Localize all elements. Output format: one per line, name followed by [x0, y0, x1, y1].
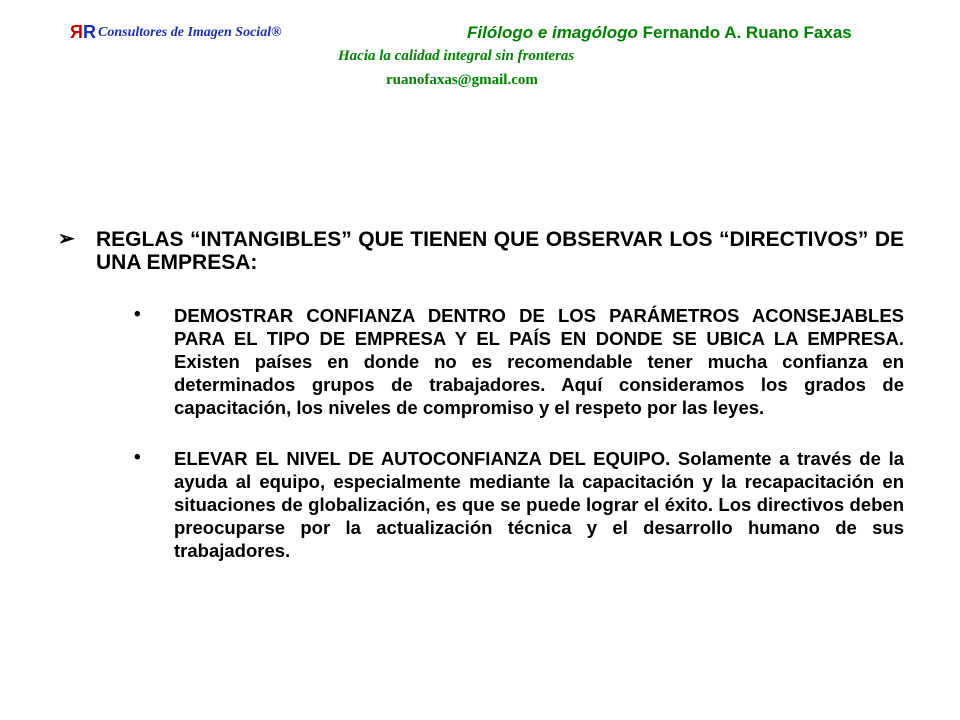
- list-item: [58, 304, 908, 419]
- slide-heading: REGLAS “INTANGIBLES” QUE TIENEN QUE OBSERVAR LOS “DIRECTIVOS” DE UNA EMPRESA:: [96, 228, 904, 274]
- logo-letter-reversed-r: Я: [70, 22, 83, 42]
- bullet-dot-icon: •: [134, 304, 141, 325]
- bullet-dot-icon: •: [134, 447, 141, 468]
- author-role: Filólogo e imagólogo: [467, 23, 638, 42]
- author-name: Fernando A. Ruano Faxas: [642, 23, 852, 42]
- arrow-bullet-icon: ➢: [58, 228, 75, 250]
- slide-content: [58, 228, 908, 590]
- rr-logo: [70, 22, 96, 43]
- author-line: [467, 23, 852, 43]
- logo-letter-r: R: [82, 22, 96, 42]
- page-header: [0, 0, 960, 100]
- contact-email: ruanofaxas@gmail.com: [386, 72, 538, 88]
- bullet-list: [58, 304, 908, 562]
- bullet-text: ELEVAR EL NIVEL DE AUTOCONFIANZA DEL EQUIPO. Solamente a través de la ayuda al equipo, especialmente mediante la capacitación y la recapacitación en situaciones de globalización, es que se puede lograr el éxito. Los directivos deben preocuparse por la actualización técnica y el desarrollo humano de sus trabajadores.: [174, 448, 904, 561]
- heading-row: [58, 228, 908, 274]
- tagline: Hacia la calidad integral sin fronteras: [338, 48, 575, 64]
- list-item: [58, 447, 908, 562]
- bullet-text: DEMOSTRAR CONFIANZA DENTRO DE LOS PARÁMETROS ACONSEJABLES PARA EL TIPO DE EMPRESA Y EL PAÍS EN DONDE SE UBICA LA EMPRESA. Existen países en donde no es recomendable tener mucha confianza en determinados grupos de trabajadores. Aquí consideramos los grados de capacitación, los niveles de compromiso y el respeto por las leyes.: [174, 305, 904, 418]
- company-name: Consultores de Imagen Social®: [98, 25, 282, 40]
